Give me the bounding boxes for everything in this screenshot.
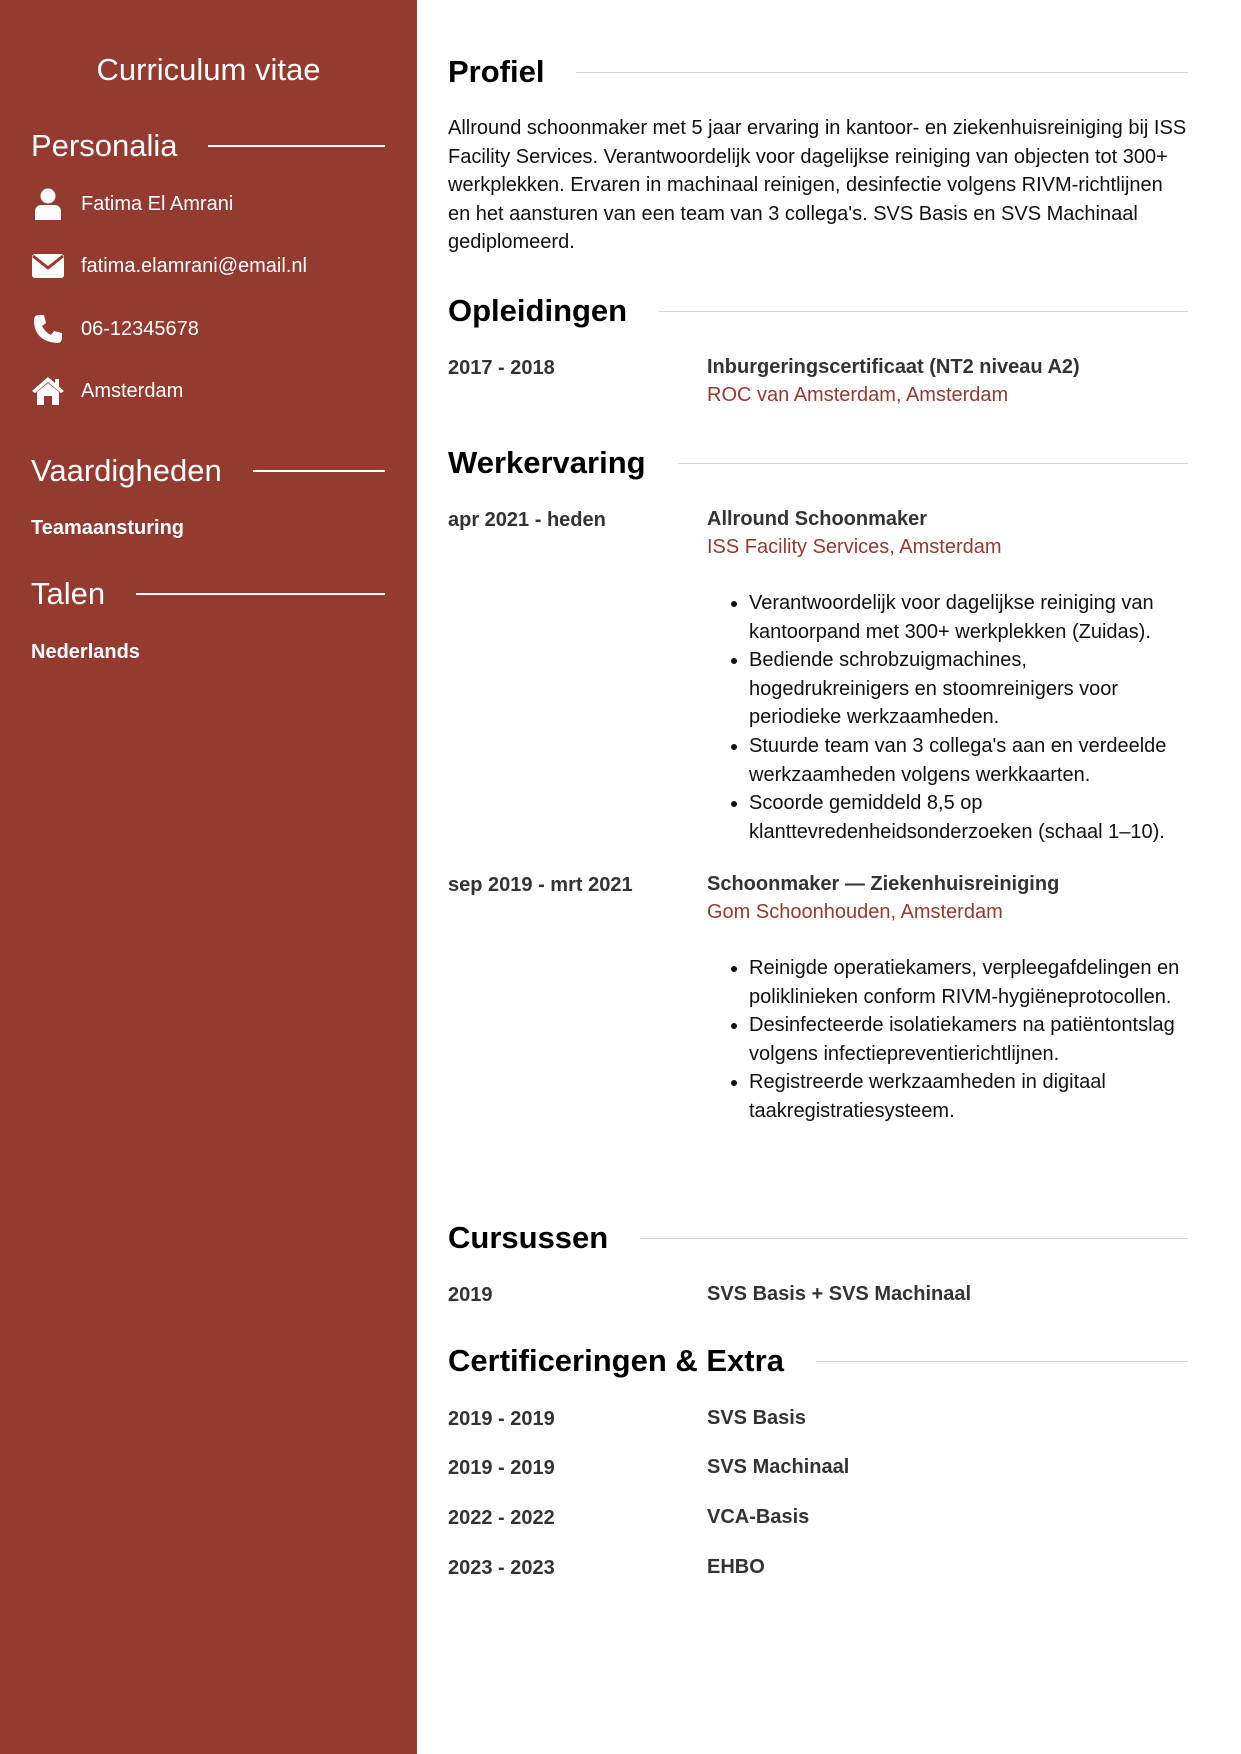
experience-date: apr 2021 - heden — [448, 509, 606, 531]
education-heading: Opleidingen — [448, 293, 628, 328]
home-icon — [31, 374, 65, 408]
education-institution: ROC van Amsterdam, Amsterdam — [707, 384, 1009, 406]
cert-entry — [707, 1503, 1188, 1531]
personalia-heading: Personalia — [31, 128, 178, 163]
job-title: Schoonmaker — Ziekenhuisreiniging — [707, 873, 1060, 895]
education-title: Inburgeringscertificaat (NT2 niveau A2) — [707, 356, 1080, 378]
personal-name-row — [31, 186, 233, 222]
certs-header — [448, 1341, 1188, 1381]
divider — [576, 72, 1188, 73]
job-title: Allround Schoonmaker — [707, 508, 928, 530]
cert-entry — [707, 1404, 1188, 1432]
course-date: 2019 — [448, 1284, 493, 1306]
experience-entry — [707, 505, 1188, 846]
experience-heading: Werkervaring — [448, 445, 646, 480]
skills-heading: Vaardigheden — [31, 453, 222, 488]
cert-entry — [707, 1453, 1188, 1481]
cert-date: 2019 - 2019 — [448, 1457, 555, 1479]
profile-text: Allround schoonmaker met 5 jaar ervaring in kantoor- en ziekenhuisreiniging bij ISS Facility Services. Verantwoordelijk voor dagelijkse reiniging van objecten tot 300+ werkplekken. Ervaren in machinaal reinigen, desinfectie volgens RIVM-richtlijnen en het aansturen van een team van 3 collega's. SVS Basis en SVS Machinaal gediplomeerd. — [448, 117, 1187, 253]
course-title: SVS Basis + SVS Machinaal — [707, 1283, 972, 1305]
list-item: • Registreerde werkzaamheden in digitaal taakregistratiesysteem. — [749, 1068, 1188, 1125]
divider — [816, 1361, 1188, 1362]
skill-item: Teamaansturing — [31, 517, 184, 539]
cert-date: 2022 - 2022 — [448, 1507, 555, 1529]
document-title: Curriculum vitae — [96, 52, 321, 87]
list-item: • Verantwoordelijk voor dagelijkse reiniging van kantoorpand met 300+ werkplekken (Zuidas). — [749, 589, 1188, 646]
job-duties-list — [707, 589, 1188, 846]
education-header — [448, 291, 1188, 331]
sidebar — [0, 0, 417, 1754]
experience-entry — [707, 870, 1188, 1126]
cert-date: 2019 - 2019 — [448, 1408, 555, 1430]
profile-header — [448, 52, 1188, 92]
list-item: • Stuurde team van 3 collega's aan en verdeelde werkzaamheden volgens werkkaarten. — [749, 732, 1188, 789]
list-item: • Reinigde operatiekamers, verpleegafdelingen en poliklinieken conform RIVM-hygiëneprotocollen. — [749, 954, 1188, 1011]
personal-name: Fatima El Amrani — [81, 192, 234, 215]
personal-email-row — [31, 248, 307, 284]
employer: Gom Schoonhouden, Amsterdam — [707, 901, 1003, 923]
list-item: • Desinfecteerde isolatiekamers na patiëntontslag volgens infectiepreventierichtlijnen. — [749, 1011, 1188, 1068]
course-entry — [707, 1280, 1188, 1308]
divider — [136, 593, 385, 595]
certs-heading: Certificeringen & Extra — [448, 1343, 784, 1378]
experience-header — [448, 443, 1188, 483]
phone-icon — [31, 312, 65, 346]
list-item: • Bediende schrobzuigmachines, hogedrukreinigers en stoomreinigers voor periodieke werkzaamheden. — [749, 646, 1188, 732]
user-icon — [31, 187, 65, 221]
education-entry — [707, 353, 1188, 409]
cert-date: 2023 - 2023 — [448, 1557, 555, 1579]
courses-header — [448, 1218, 1188, 1258]
employer: ISS Facility Services, Amsterdam — [707, 536, 1002, 558]
personal-phone[interactable]: 06-12345678 — [81, 317, 199, 340]
education-date: 2017 - 2018 — [448, 357, 555, 379]
cert-title: SVS Machinaal — [707, 1456, 850, 1478]
personal-email[interactable]: fatima.elamrani@email.nl — [81, 254, 307, 277]
cert-title: SVS Basis — [707, 1407, 806, 1429]
list-item: • Scoorde gemiddeld 8,5 op klanttevredenheidsonderzoeken (schaal 1–10). — [749, 789, 1188, 846]
job-duties-list — [707, 954, 1188, 1126]
languages-header — [31, 574, 385, 614]
language-item: Nederlands — [31, 641, 140, 663]
courses-heading: Cursussen — [448, 1220, 609, 1255]
cert-title: VCA-Basis — [707, 1506, 810, 1528]
cert-title: EHBO — [707, 1556, 765, 1578]
personal-city: Amsterdam — [81, 379, 184, 402]
divider — [659, 311, 1188, 312]
personal-phone-row — [31, 311, 199, 347]
cert-entry — [707, 1553, 1188, 1581]
divider — [640, 1238, 1188, 1239]
personal-city-row — [31, 373, 183, 409]
profile-heading: Profiel — [448, 54, 545, 89]
experience-date: sep 2019 - mrt 2021 — [448, 874, 633, 896]
envelope-icon — [31, 249, 65, 283]
divider — [253, 470, 385, 472]
divider — [678, 463, 1188, 464]
divider — [208, 145, 385, 147]
skills-header — [31, 451, 385, 491]
personalia-header — [31, 126, 385, 166]
languages-heading: Talen — [31, 576, 106, 611]
